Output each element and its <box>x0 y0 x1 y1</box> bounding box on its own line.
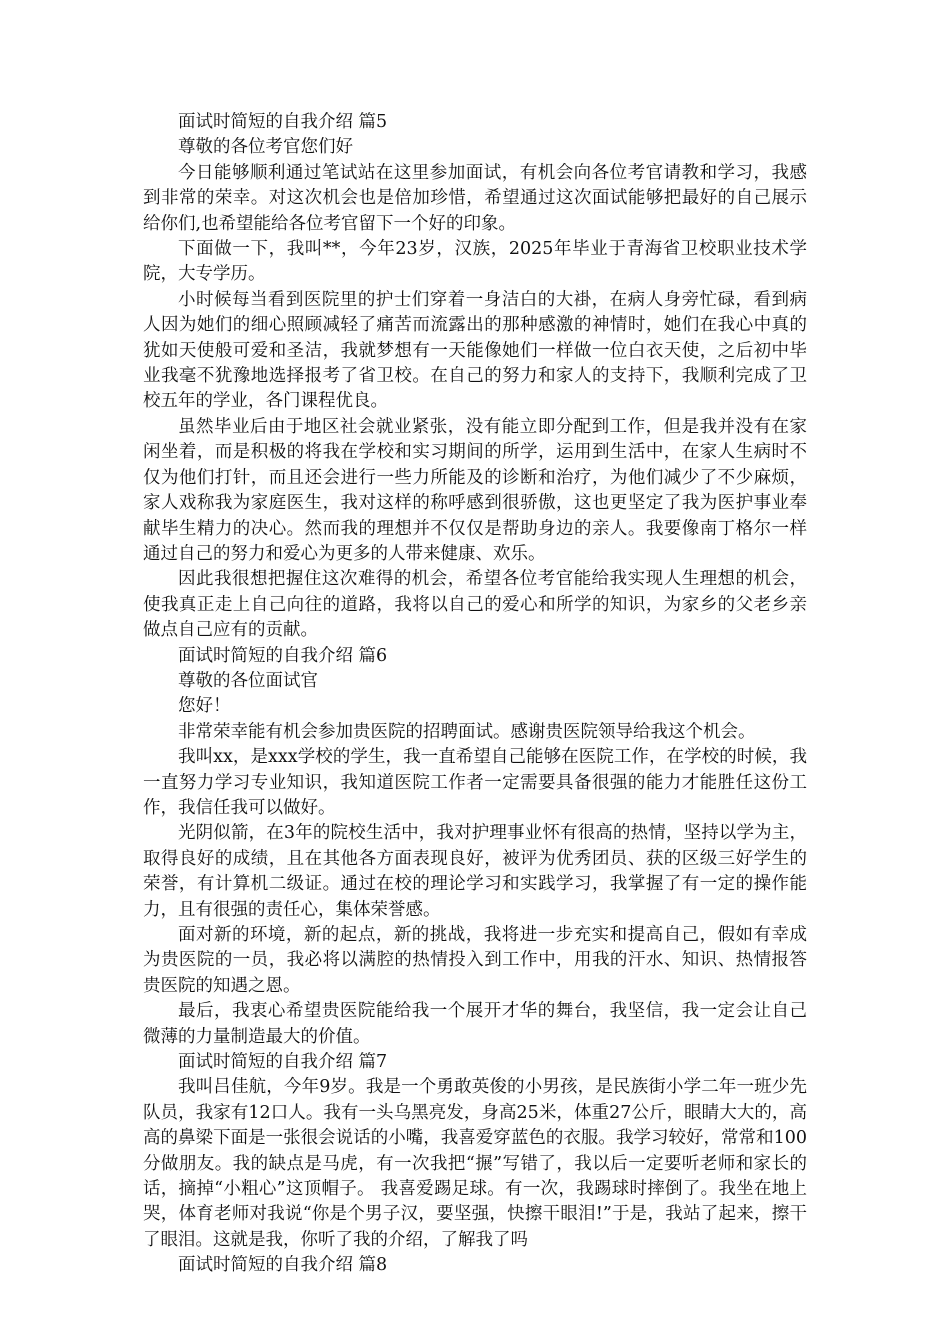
section-heading-5: 面试时简短的自我介绍 篇5 <box>178 112 388 132</box>
greeting-paragraph: 您好！ <box>178 696 231 717</box>
section-heading-7: 面试时简短的自我介绍 篇7 <box>178 1052 388 1073</box>
document-body <box>143 110 807 1279</box>
body-paragraph: 我叫xx，是xxx学校的学生，我一直希望自己能够在医院工作，在学校的时候，我一直努力学习专业知识，我知道医院工作者一定需要具备很强的能力才能胜任这份工作，我信任我可以做好。 <box>143 747 807 818</box>
body-paragraph: 我叫吕佳航，今年9岁。我是一个勇敢英俊的小男孩，是民族街小学二年一班少先队员，我家有12口人。我有一头乌黑亮发，身高25米，体重27公斤，眼睛大大的，高高的鼻梁下面是一张很会说话的小嘴，我喜爱穿蓝色的衣服。我学习较好，常常和100分做朋友。我的缺点是马虎，有一次我把“搌”写错了，我以后一定要听老师和家长的话，摘掉“小粗心”这顶帽子。 我喜爱踢足球。有一次，我踢球时摔倒了。我坐在地上哭，体育老师对我说“你是个男子汉，要坚强，快擦干眼泪!”于是，我站了起来，擦干了眼泪。这就是我，你听了我的介绍，了解我了吗 <box>143 1077 807 1250</box>
body-paragraph: 小时候每当看到医院里的护士们穿着一身洁白的大褂，在病人身旁忙碌，看到病人因为她们的细心照顾减轻了痛苦而流露出的那种感激的神情时，她们在我心中真的犹如天使般可爱和圣洁，我就梦想有一天能像她们一样做一位白衣天使，之后初中毕业我毫不犹豫地选择报考了省卫校。在自己的努力和家人的支持下，我顺利完成了卫校五年的学业，各门课程优良。 <box>143 289 807 412</box>
greeting-paragraph: 尊敬的各位面试官 <box>178 670 318 691</box>
body-paragraph: 非常荣幸能有机会参加贵医院的招聘面试。感谢贵医院领导给我这个机会。 <box>178 721 756 742</box>
body-paragraph: 最后，我衷心希望贵医院能给我一个展开才华的舞台，我坚信，我一定会让自己微薄的力量制造最大的价值。 <box>143 1001 807 1047</box>
greeting-paragraph: 尊敬的各位考官您们好 <box>178 137 353 158</box>
section-heading-6: 面试时简短的自我介绍 篇6 <box>178 645 388 666</box>
body-paragraph: 下面做一下，我叫**，今年23岁，汉族，2025年毕业于青海省卫校职业技术学院，大专学历。 <box>143 239 807 285</box>
body-paragraph: 因此我很想把握住这次难得的机会，希望各位考官能给我实现人生理想的机会，使我真正走上自己向往的道路，我将以自己的爱心和所学的知识，为家乡的父老乡亲做点自己应有的贡献。 <box>143 569 807 641</box>
section-heading-8: 面试时简短的自我介绍 篇8 <box>178 1255 388 1276</box>
body-paragraph: 光阴似箭，在3年的院校生活中，我对护理事业怀有很高的热情，坚持以学为主，取得良好的成绩，且在其他各方面表现良好，被评为优秀团员、获的区级三好学生的荣誉，有计算机二级证。通过在校的理论学习和实践学习，我掌握了有一定的操作能力，且有很强的责任心，集体荣誉感。 <box>143 823 807 920</box>
body-paragraph: 今日能够顺利通过笔试站在这里参加面试，有机会向各位考官请教和学习，我感到非常的荣幸。对这次机会也是倍加珍惜，希望通过这次面试能够把最好的自己展示给你们,也希望能给各位考官留下一个好的印象。 <box>143 162 807 234</box>
body-paragraph: 虽然毕业后由于地区社会就业紧张，没有能立即分配到工作，但是我并没有在家闲坐着，而是积极的将我在学校和实习期间的所学，运用到生活中，在家人生病时不仅为他们打针，而且还会进行一些力所能及的诊断和治疗，为他们减少了不少麻烦，家人戏称我为家庭医生，我对这样的称呼感到很骄傲，这也更坚定了我为医护事业奉献毕生精力的决心。然而我的理想并不仅仅是帮助身边的亲人。我要像南丁格尔一样通过自己的努力和爱心为更多的人带来健康、欢乐。 <box>143 416 807 564</box>
body-paragraph: 面对新的环境，新的起点，新的挑战，我将进一步充实和提高自己，假如有幸成为贵医院的一员，我必将以满腔的热情投入到工作中，用我的汗水、知识、热情报答贵医院的知遇之恩。 <box>143 925 807 996</box>
